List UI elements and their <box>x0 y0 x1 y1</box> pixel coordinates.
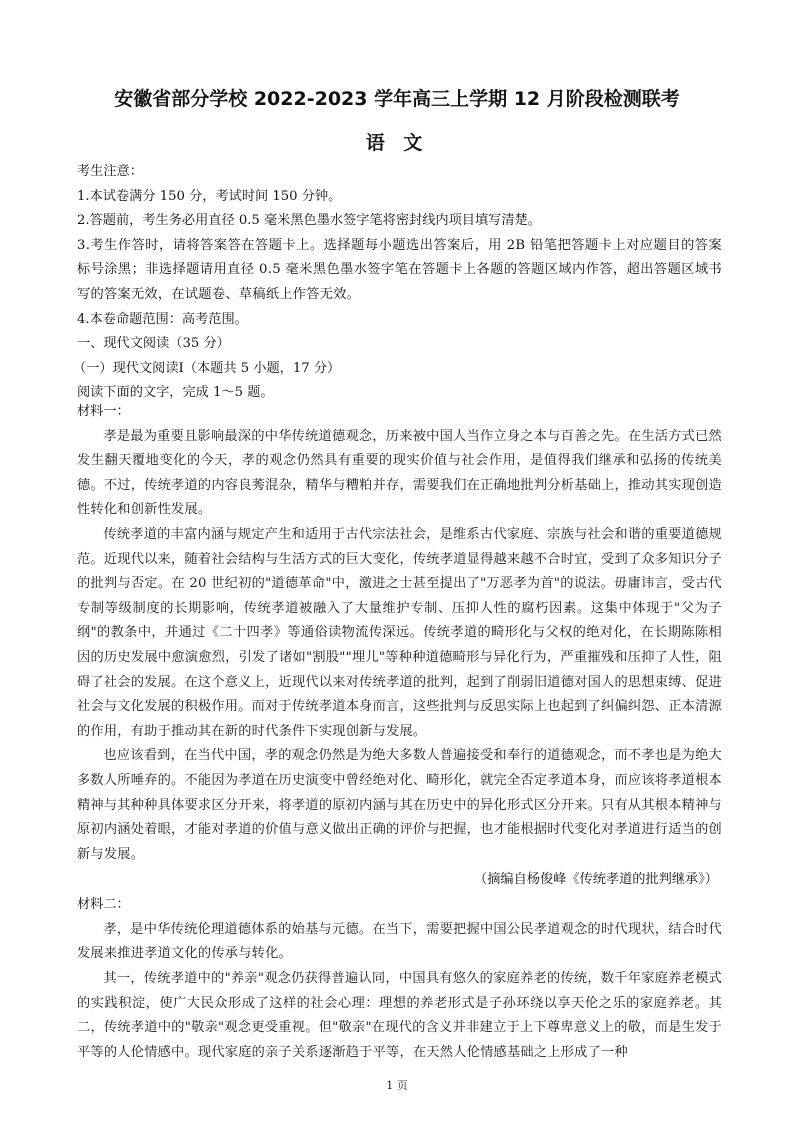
candidate-notice <box>73 160 722 406</box>
notice-item: 4.本卷命题范围：高考范围。 <box>77 311 248 327</box>
passage-paragraph: 孝是最为重要且影响最深的中华传统道德观念，历来被中国人当作立身之本与百善之先。在生活方式已然发生翻天覆地变化的今天，孝的观念仍然具有重要的现实价值与社会作用，是值得我们继承和弘扬的传统美德。不过，传统孝道的内容良莠混杂，精华与糟粕并存，需要我们在正确地批判分析基础上，推动其实现创造性转化和创新性发展。 <box>77 428 722 518</box>
section-title: 一、现代文阅读（35 分） <box>77 336 230 352</box>
page-number: 1 页 <box>386 1079 408 1092</box>
passage-paragraph: 孝，是中华传统伦理道德体系的始基与元德。在当下，需要把握中国公民孝道观念的时代现状，结合时代发展来推进孝道文化的传承与转化。 <box>77 921 722 962</box>
reading-passage <box>77 404 722 1065</box>
reading-instruction: 阅读下面的文字，完成 1～5 题。 <box>77 385 274 401</box>
notice-heading: 考生注意： <box>77 164 143 179</box>
subject-title: 语 文 <box>365 132 429 154</box>
material-source: （摘编自杨俊峰《传统孝道的批判继承》） <box>474 872 718 888</box>
sub-section-title: （一）现代文阅读Ⅰ（本题共 5 小题，17 分） <box>73 360 341 376</box>
notice-item: 3.考生作答时，请将答案答在答题卡上。选择题每小题选出答案后，用 2B 铅笔把答题卡上对应题目的答案标号涂黑；非选择题请用直径 0.5 毫米黑色墨水签字笔在答题卡上各题的答题区域内作答，超出答题区域书写的答案无效，在试题卷、草稿纸上作答无效。 <box>77 237 722 302</box>
notice-item: 2.答题前，考生务必用直径 0.5 毫米黑色墨水签字笔将密封线内项目填写清楚。 <box>77 213 541 229</box>
material-label: 材料二： <box>77 897 130 913</box>
passage-paragraph: 也应该看到，在当代中国，孝的观念仍然是为绝大多数人普遍接受和奉行的道德观念，而不孝也是为绝大多数人所唾弃的。不能因为孝道在历史演变中曾经绝对化、畸形化，就完全否定孝道本身，而应该将孝道根本精神与其种种具体要求区分开来，将孝道的原初内涵与其在历史中的异化形式区分开来。只有从其根本精神与原初内涵处着眼，才能对孝道的价值与意义做出正确的评价与把握，也才能根据时代变化对孝道进行适当的创新与发展。 <box>77 748 722 862</box>
material-label: 材料一： <box>77 404 130 419</box>
exam-title: 安徽省部分学校 2022-2023 学年高三上学期 12 月阶段检测联考 <box>114 88 680 110</box>
passage-paragraph: 传统孝道的丰富内涵与规定产生和适用于古代宗法社会，是维系古代家庭、宗族与社会和谐的重要道德规范。近现代以来，随着社会结构与生活方式的巨大变化，传统孝道显得越来越不合时宜，受到了众多知识分子的批判与否定。在 20 世纪初的"道德革命"中，激进之士甚至提出了"万恶孝为首"的说法。毋庸讳言，受古代专制等级制度的长期影响，传统孝道被融入了大量维护专制、压抑人性的腐朽因素。这集中体现于"父为子纲"的教条中，并通过《二十四孝》等通俗读物流传深远。传统孝道的畸形化与父权的绝对化，在长期陈陈相因的历史发展中愈演愈烈，引发了诸如"割股""埋儿"等种种道德畸形与异化行为，严重摧残和压抑了人性，阻碍了社会的发展。在这个意义上，近现代以来对传统孝道的批判，起到了削弱旧道德对国人的思想束缚、促进社会与文化发展的积极作用。而对于传统孝道本身而言，这些批判与反思实际上也起到了纠偏纠怨、正本清源的作用，有助于推动其在新的时代条件下实现创新与发展。 <box>77 526 722 739</box>
notice-item: 1.本试卷满分 150 分，考试时间 150 分钟。 <box>77 188 342 204</box>
passage-paragraph: 其一，传统孝道中的"养亲"观念仍获得普遍认同，中国具有悠久的家庭养老的传统，数千年家庭养老模式的实践积淀，使广大民众形成了这样的社会心理：理想的养老形式是子孙环绕以享天伦之乐的家庭养老。其二，传统孝道中的"敬亲"观念更受重视。但"敬亲"在现代的含义并非建立于上下尊卑意义上的敬，而是生发于平等的人伦情感中。现代家庭的亲子关系逐渐趋于平等，在天然人伦情感基础之上形成了一种 <box>77 971 722 1060</box>
